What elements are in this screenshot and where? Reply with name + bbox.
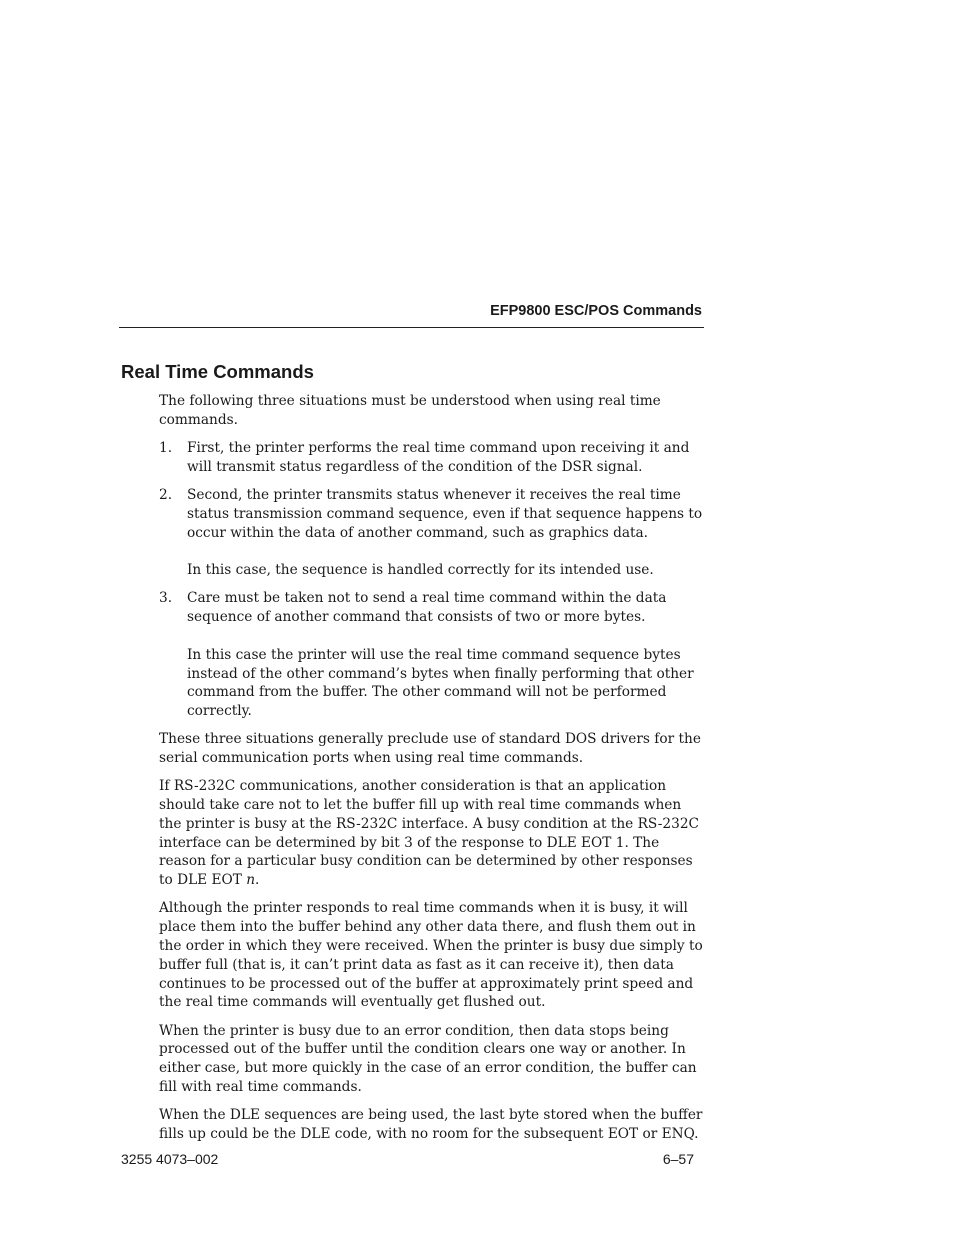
variable-n: n bbox=[246, 872, 256, 889]
list-item-text: First, the printer performs the real time command upon receiving it and will transmit status regardless of the condition of the DSR signal. bbox=[187, 439, 690, 475]
body-paragraph: These three situations generally preclude use of standard DOS drivers for the serial communication ports when using real time commands. bbox=[159, 731, 701, 767]
list-item-continuation: In this case the printer will use the real time command sequence bytes instead of the other command’s bytes when finally performing that other command from the buffer. The other command will not be performed correctly. bbox=[187, 646, 694, 720]
body-paragraph: When the printer is busy due to an error condition, then data stops being processed out of the buffer until the condition clears one way or another. In either case, but more quickly in the case of an error condition, the buffer can fill with real time commands. bbox=[159, 1022, 697, 1096]
footer-page-number: 6–57 bbox=[662, 1151, 694, 1167]
list-item bbox=[159, 439, 704, 477]
body-paragraph: Although the printer responds to real time commands when it is busy, it will place them into the buffer behind any other data there, and flush them out in the order in which they were received. When the printer is busy due simply to buffer full (that is, it can’t print data as fast as it can receive it), then data continues to be processed out of the buffer at approximately print speed and the real time commands will eventually get flushed out. bbox=[159, 900, 703, 1011]
running-header-title: EFP9800 ESC/POS Commands bbox=[490, 303, 702, 319]
list-item-number: 2. bbox=[159, 486, 173, 503]
body-paragraph: When the DLE sequences are being used, the last byte stored when the buffer fills up could be the DLE code, with no room for the subsequent EOT or ENQ. bbox=[159, 1107, 703, 1143]
list-item bbox=[159, 486, 704, 580]
footer-doc-number: 3255 4073–002 bbox=[121, 1151, 219, 1167]
list-item-number: 3. bbox=[159, 590, 173, 607]
paragraph-end: . bbox=[255, 872, 260, 889]
list-item-text: Second, the printer transmits status whenever it receives the real time status transmission command sequence, even if that sequence happens to occur within the data of another command, such as graphics data. bbox=[187, 486, 703, 541]
intro-paragraph: The following three situations must be understood when using real time commands. bbox=[159, 393, 661, 428]
list-item-text: Care must be taken not to send a real time command within the data sequence of another command that consists of two or more bytes. bbox=[187, 590, 667, 626]
header-rule bbox=[119, 327, 704, 328]
list-item-number: 1. bbox=[159, 439, 173, 456]
list-item-continuation: In this case, the sequence is handled correctly for its intended use. bbox=[187, 562, 654, 579]
paragraph-text: If RS-232C communications, another consideration is that an application should take care not to let the buffer fill up with real time commands when the printer is busy at the RS-232C interface. A busy condition at the RS-232C interface can be determined by bit 3 of the response to DLE EOT 1. The reason for a particular busy condition can be determined by other responses to DLE EOT bbox=[159, 778, 700, 889]
section-body bbox=[159, 392, 704, 1153]
list-item bbox=[159, 589, 704, 721]
body-paragraph bbox=[159, 777, 704, 890]
section-title: Real Time Commands bbox=[121, 361, 314, 382]
